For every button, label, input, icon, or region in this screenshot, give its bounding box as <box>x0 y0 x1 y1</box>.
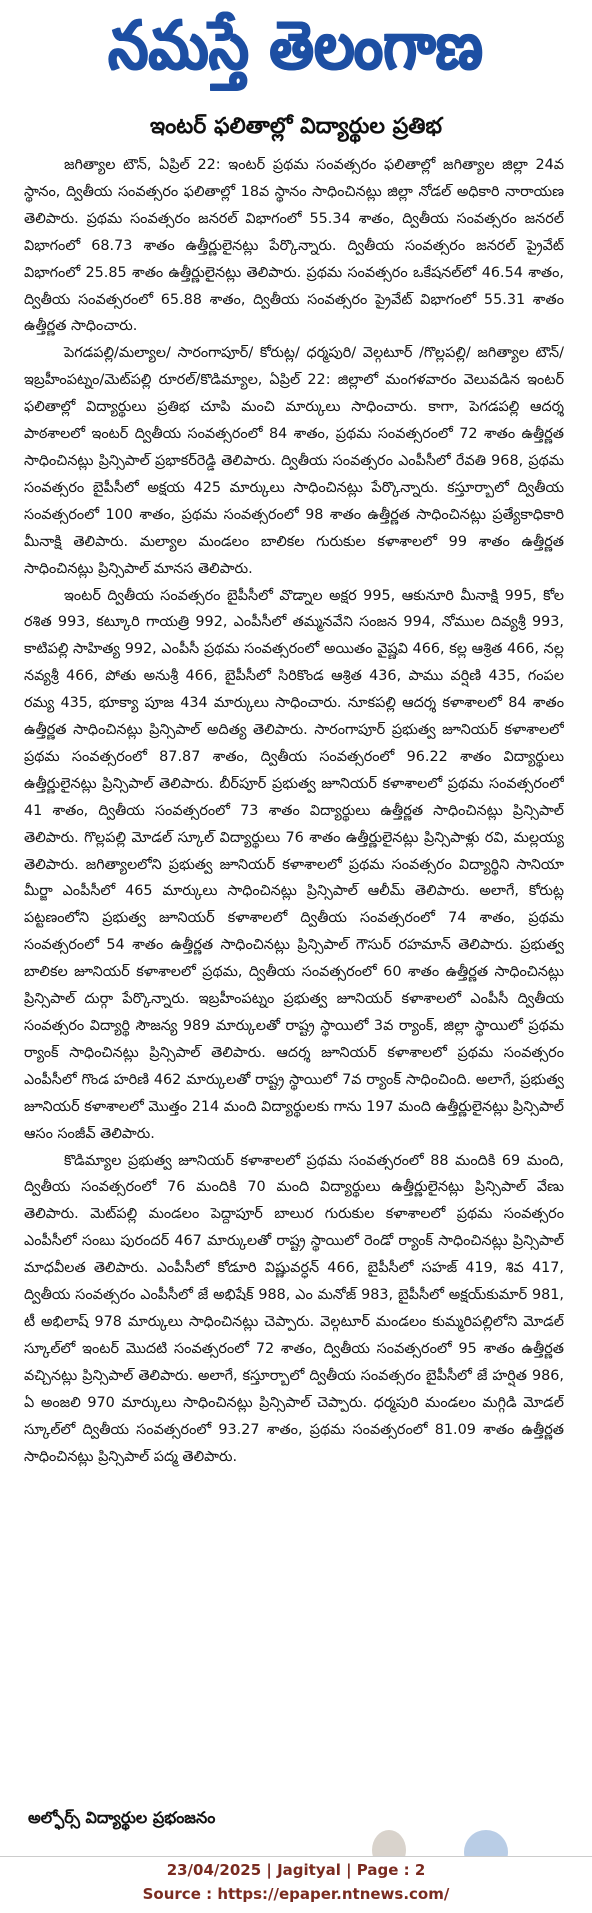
article-paragraph: ఇంటర్ ద్వితీయ సంవత్సరం బైపీసీలో వొడ్నాల అక్షర 995, ఆకునూరి మీనాక్షి 995, కోల రశిత 993, కట్కూరి గాయత్రి 992, ఎంపీసీలో తమ్మనవేని సంజన 994, నోముల దివ్యశ్రీ 993, కాటిపల్లి సాహిత్య 992, ఎంపీసీ ప్రథమ సంవత్సరంలో అయితం వైష్ణవి 466, కల్ల ఆశ్రిత 466, నల్ల నవ్యశ్రీ 466, పోతు అనుశ్రీ 466, బైపీసీలో సిరికొండ ఆశ్రిత 436, పాము వర్షిణి 435, గంపల రమ్య 435, భూక్యా పూజ 434 మార్కులు సాధించారు. నూకపల్లి ఆదర్శ కళాశాలలో 84 శాతం ఉత్తీర్ణత సాధించినట్లు ప్రిన్సిపాల్ అదిత్య తెలిపారు. సారంగాపూర్ ప్రభుత్వ జూనియర్ కళాశాలలో ప్రథమ సంవత్సరంలో 87.87 శాతం, ద్వితీయ సంవత్సరంలో 96.22 శాతం విద్యార్థులు ఉత్తీర్ణులైనట్లు ప్రిన్సిపాల్ తెలిపారు. బీర్‌పూర్ ప్రభుత్వ జూనియర్ కళాశాలలో ప్రథమ సంవత్సరంలో 41 శాతం, ద్వితీయ సంవత్సరంలో 73 శాతం విద్యార్థులు ఉత్తీర్ణత సాధించినట్లు ప్రిన్సిపాల్ తెలిపారు. గొల్లపల్లి మోడల్ స్కూల్ విద్యార్థులు 76 శాతం ఉత్తీర్ణులైనట్లు ప్రిన్సిపాళ్లు రవి, మల్లయ్య తెలిపారు. జగిత్యాలలోని ప్రభుత్వ జూనియర్ కళాశాలలో ప్రథమ సంవత్సరం విద్యార్థిని సానియా మీర్జా ఎంపీసీలో 465 మార్కులు సాధించినట్లు ప్రిన్సిపాల్ ఆలీమ్ తెలిపారు. అలాగే, కోరుట్ల పట్టణంలోని ప్రభుత్వ జూనియర్ కళాశాలలో ద్వితీయ సంవత్సరంలో 74 శాతం, ప్రథమ సంవత్సరంలో 54 శాతం ఉత్తీర్ణత సాధించినట్లు ప్రిన్సిపాల్ గౌసుర్ రహమాన్ తెలిపారు. ప్రభుత్వ బాలికల జూనియర్ కళాశాలలో ప్రథమ, ద్వితీయ సంవత్సరంలో 60 శాతం ఉత్తీర్ణత సాధించినట్లు ప్రిన్సిపాల్ దుర్గా పేర్కొన్నారు. ఇబ్రహీంపట్నం ప్రభుత్వ జూనియర్ కళాశాలలో ఎంపీసీ ద్వితీయ సంవత్సరం విద్యార్థి సౌజన్య 989 మార్కులతో రాష్ట్ర స్థాయిలో 3వ ర్యాంక్, జిల్లా స్థాయిలో ప్రథమ ర్యాంక్ సాధించినట్లు ప్రిన్సిపాల్ తెలిపారు. ఆదర్శ జూనియర్ కళాశాలలో ప్రథమ సంవత్సరం ఎంపీసీలో గొండ హరిణి 462 మార్కులతో రాష్ట్ర స్థాయిలో 7వ ర్యాంక్ సాధించింది. అలాగే, ప్రభుత్వ జూనియర్ కళాశాలలో మొత్తం 214 మంది విద్యార్థులకు గాను 197 మంది ఉత్తీర్ణులైనట్లు ప్రిన్సిపాల్ ఆసం సంజీవ్ తెలిపారు. <box>24 587 564 1142</box>
article-paragraph: జగిత్యాల టౌన్, ఏప్రిల్ 22: ఇంటర్ ప్రథమ సంవత్సరం ఫలితాల్లో జగిత్యాల జిల్లా 24వ స్థానం, ద్వితీయ సంవత్సరం ఫలితాల్లో 18వ స్థానం సాధించినట్లు జిల్లా నోడల్ అధికారి నారాయణ తెలిపారు. ప్రథమ సంవత్సరం జనరల్ విభాగంలో 55.34 శాతం, ద్వితీయ సంవత్సరం జనరల్ విభాగంలో 68.73 శాతం ఉత్తీర్ణులైనట్లు పేర్కొన్నారు. ద్వితీయ సంవత్సరం జనరల్ ప్రైవేట్ విభాగంలో 25.85 శాతం ఉత్తీర్ణులైనట్లు తెలిపారు. ప్రథమ సంవత్సరం ఒకేషనల్‌లో 46.54 శాతం, ద్వితీయ సంవత్సరంలో 65.88 శాతం, ద్వితీయ సంవత్సరం ప్రైవేట్ విభాగంలో 55.31 శాతం ఉత్తీర్ణత సాధించారు. <box>24 157 564 335</box>
edition-info: 23/04/2025 | Jagityal | Page : 2 <box>166 1861 426 1879</box>
source-link[interactable]: Source : https://epaper.ntnews.com/ <box>142 1885 450 1903</box>
article-body <box>24 152 564 1792</box>
page-footer <box>0 1858 592 1906</box>
photo-strip <box>372 1826 522 1856</box>
article-headline: ఇంటర్ ఫలితాల్లో విద్యార్థుల ప్రతిభ <box>150 114 442 139</box>
article-paragraph: కొడిమ్యాల ప్రభుత్వ జూనియర్ కళాశాలలో ప్రథమ సంవత్సరంలో 88 మందికి 69 మంది, ద్వితీయ సంవత్సరంలో 76 మందికి 70 మంది విద్యార్థులు ఉత్తీర్ణులైనట్లు ప్రిన్సిపాల్ వేణు తెలిపారు. మెట్‌పల్లి మండలం పెద్దాపూర్ బాలుర గురుకుల కళాశాలలో ప్రథమ సంవత్సరం ఎంపీసీలో సంబు పురందర్ 467 మార్కులతో రాష్ట్ర స్థాయిలో రెండో ర్యాంక్ సాధించినట్లు ప్రిన్సిపాల్ మాధవీలత తెలిపారు. ఎంపీసీలో కోడూరి విష్ణువర్ధన్ 466, బైపీసీలో సహజ్ 419, శివ 417, ద్వితీయ సంవత్సరం ఎంపీసీలో జే అభిషేక్ 988, ఎం మనోజ్ 983, బైపీసీలో అక్షయ్‌కుమార్ 981, టీ అభిలాష్ 978 మార్కులు సాధించినట్లు చెప్పారు. వెల్గటూర్ మండలం కుమ్మరిపల్లిలోని మోడల్ స్కూల్‌లో ఇంటర్ మొదటి సంవత్సరంలో 72 శాతం, ద్వితీయ సంవత్సరంలో 95 శాతం ఉత్తీర్ణత వచ్చినట్లు ప్రిన్సిపాల్ తెలిపారు. అలాగే, కస్తూర్బాలో ద్వితీయ సంవత్సరం బైపీసీలో జే హర్షిత 986, ఏ అంజలి 970 మార్కులు సాధించినట్లు ప్రిన్సిపాల్ చెప్పారు. ధర్మపురి మండలం మగ్గిడి మోడల్ స్కూల్‌లో ద్వితీయ సంవత్సరంలో 93.27 శాతం, ప్రథమ సంవత్సరంలో 81.09 శాతం ఉత్తీర్ణత సాధించినట్లు ప్రిన్సిపాల్ పద్మ తెలిపారు. <box>24 1152 564 1465</box>
article-subheading: అల్ఫోర్స్ విద్యార్థుల ప్రభంజనం <box>28 1808 216 1827</box>
student-photo <box>372 1830 406 1856</box>
newspaper-logo: నమస్తే తెలంగాణ <box>108 6 484 85</box>
student-photo <box>464 1830 508 1856</box>
masthead <box>0 0 592 108</box>
article-paragraph: పెగడపల్లి/మల్యాల/ సారంగాపూర్/ కోరుట్ల/ ధర్మపురి/ వెల్గటూర్ /గొల్లపల్లి/ జగిత్యాల టౌన్/ఇబ్రహీంపట్నం/మెట్‌పల్లి రూరల్/కొడిమ్యాల, ఏప్రిల్ 22: జిల్లాలో మంగళవారం వెలువడిన ఇంటర్ ఫలితాల్లో విద్యార్థులు ప్రతిభ చూపి మంచి మార్కులు సాధించారు. కాగా, పెగడపల్లి ఆదర్శ పాఠశాలలో ఇంటర్ ద్వితీయ సంవత్సరంలో 84 శాతం, ప్రథమ సంవత్సరంలో 72 శాతం ఉత్తీర్ణత సాధించినట్లు ప్రిన్సిపాల్ ప్రభాకర్‌రెడ్డి తెలిపారు. ద్వితీయ సంవత్సరం ఎంపీసీలో రేవతి 968, ప్రథమ సంవత్సరం బైపీసీలో అక్షయ 425 మార్కులు సాధించినట్లు పేర్కొన్నారు. కస్తూర్బాలో ద్వితీయ సంవత్సరంలో 100 శాతం, ప్రథమ సంవత్సరంలో 98 శాతం ఉత్తీర్ణత సాధించినట్లు ప్రత్యేకాధికారి మీనాక్షి తెలిపారు. మల్యాల మండలం బాలికల గురుకుల కళాశాలలో 99 శాతం ఉత్తీర్ణత సాధించినట్లు ప్రిన్సిపాల్ మానస తెలిపారు. <box>24 345 564 577</box>
footer-divider <box>0 1856 592 1857</box>
